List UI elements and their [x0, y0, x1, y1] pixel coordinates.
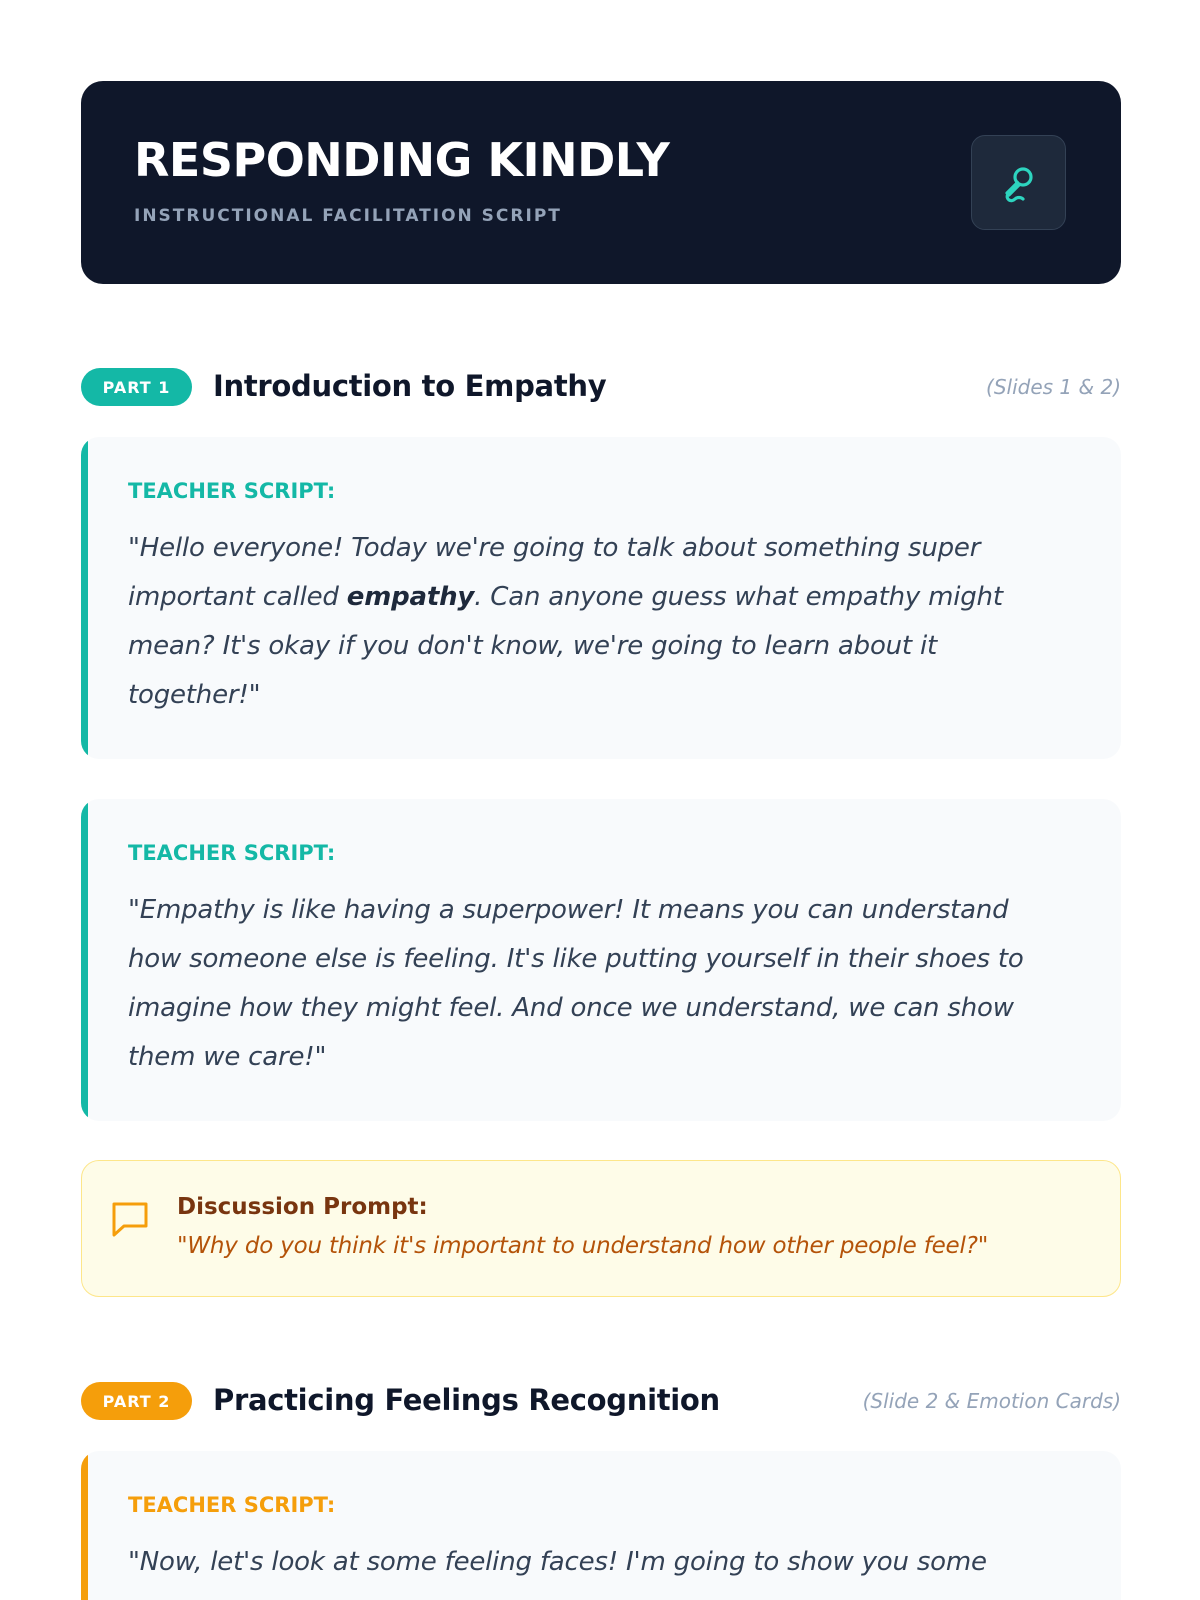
teacher-script-card: [81, 1451, 1121, 1600]
page-subtitle: INSTRUCTIONAL FACILITATION SCRIPT: [134, 206, 562, 226]
teacher-script-card: [81, 437, 1121, 759]
teacher-script-text: [128, 524, 1068, 720]
teacher-script-text: "Empathy is like having a superpower! It means you can understand how someone else is feeling. It's like putting yourself in their shoes to imagine how they might feel. And once we understand, we can show them we care!": [128, 895, 1024, 1072]
teacher-script-label: TEACHER SCRIPT:: [128, 841, 336, 865]
part-1-title: Introduction to Empathy: [213, 369, 607, 403]
part-1-slides: (Slides 1 & 2): [986, 375, 1121, 399]
teacher-script-text: "Now, let's look at some feeling faces! I'm going to show you some: [128, 1547, 987, 1577]
chat-bubble-icon: [110, 1199, 150, 1239]
discussion-prompt-text: "Why do you think it's important to understand how other people feel?": [177, 1233, 989, 1259]
microphone-icon: [971, 135, 1066, 230]
teacher-script-card: [81, 799, 1121, 1121]
script-text-segment: . Can anyone guess what empathy might mean? It's okay if you don't know, we're going to learn about it together!": [128, 582, 1003, 710]
part-2-title: Practicing Feelings Recognition: [213, 1383, 720, 1417]
teacher-script-label: TEACHER SCRIPT:: [128, 1493, 336, 1517]
script-text-segment: "Hello everyone! Today we're going to talk about something super important called: [128, 533, 981, 612]
header-banner: [81, 81, 1121, 284]
discussion-prompt-card: [81, 1160, 1121, 1297]
teacher-script-label: TEACHER SCRIPT:: [128, 479, 336, 503]
part-1-badge: PART 1: [81, 368, 192, 406]
part-2-slides: (Slide 2 & Emotion Cards): [862, 1389, 1121, 1413]
page-title: RESPONDING KINDLY: [134, 133, 670, 187]
part-2-badge: PART 2: [81, 1382, 192, 1420]
script-keyword: empathy: [346, 582, 475, 612]
part-2-heading: [81, 1380, 1121, 1422]
part-1-heading: [81, 366, 1121, 408]
discussion-prompt-label: Discussion Prompt:: [177, 1194, 428, 1220]
